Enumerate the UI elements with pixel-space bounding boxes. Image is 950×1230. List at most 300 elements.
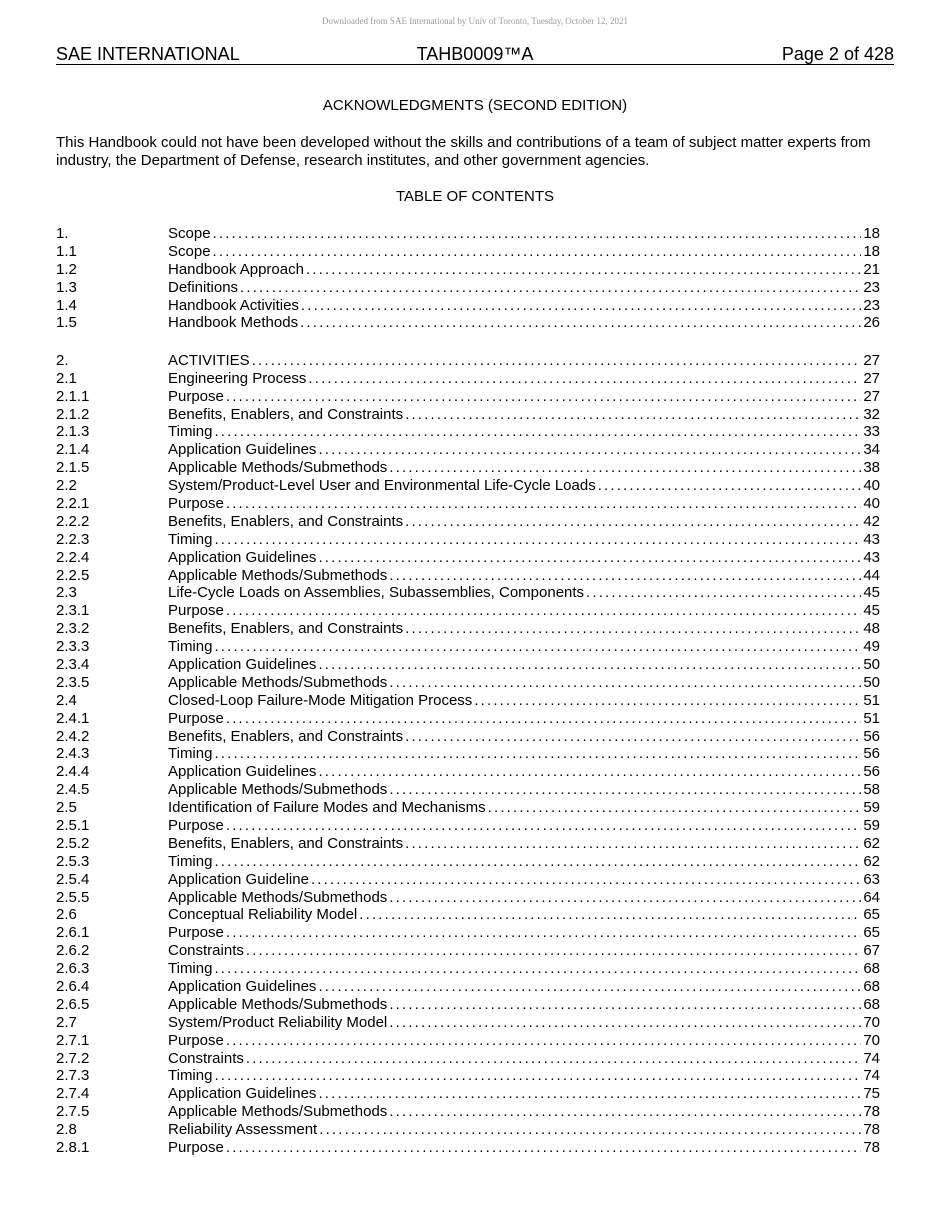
toc-entry-page: 75	[863, 1085, 880, 1103]
toc-entry-number: 1.	[56, 225, 69, 242]
toc-entry-number: 2.2.4	[56, 548, 90, 566]
toc-entry-page: 59	[863, 799, 880, 817]
header-document-id: TAHB0009™A	[416, 44, 534, 64]
toc-entry-page: 44	[863, 566, 880, 584]
toc-entry-number: 2.1.2	[56, 405, 90, 423]
toc-entry-number: 2.2.1	[56, 494, 90, 512]
toc-entry[interactable]	[56, 656, 880, 674]
toc-entry-line	[168, 1050, 880, 1068]
toc-entry-line	[168, 799, 880, 817]
toc-entry-line	[168, 853, 880, 871]
toc-entry-number: 2.3.5	[56, 673, 90, 691]
toc-dot-leader	[214, 853, 861, 871]
toc-entry-page: 26	[863, 314, 880, 332]
toc-entry-page: 65	[863, 906, 880, 924]
toc-entry-line	[168, 889, 880, 907]
toc-entry-page: 18	[863, 225, 880, 242]
toc-dot-leader	[226, 924, 861, 942]
toc-entry-line	[168, 996, 880, 1014]
toc-entry-title: Application Guidelines	[168, 548, 317, 566]
toc-entry-page: 78	[863, 1121, 880, 1139]
toc-entry[interactable]	[56, 406, 880, 424]
toc-entry-number: 2.7.4	[56, 1085, 90, 1103]
toc-entry-number: 2.6.4	[56, 978, 90, 996]
toc-entry[interactable]	[56, 423, 880, 441]
toc-entry-line	[168, 656, 880, 674]
toc-entry-title: Application Guidelines	[168, 978, 317, 996]
toc-dot-leader	[214, 1067, 861, 1085]
toc-entry-number: 2.4.2	[56, 727, 90, 745]
toc-entry-line	[168, 674, 880, 692]
toc-entry-title: Applicable Methods/Submethods	[168, 1103, 388, 1121]
toc-entry-line	[168, 370, 880, 388]
toc-dot-leader	[318, 978, 861, 996]
toc-entry[interactable]	[56, 495, 880, 513]
toc-entry[interactable]	[56, 1103, 880, 1121]
toc-entry-page: 51	[863, 709, 880, 727]
toc-entry-line	[168, 549, 880, 567]
toc-dot-leader	[214, 638, 861, 656]
toc-entry-title: Engineering Process	[168, 369, 307, 387]
toc-entry[interactable]	[56, 763, 880, 781]
toc-entry-line	[168, 261, 880, 279]
toc-entry-number: 2.7.5	[56, 1103, 90, 1121]
toc-entry-page: 23	[863, 278, 880, 296]
toc-entry-line	[168, 423, 880, 441]
toc-entry-number: 2.4.5	[56, 781, 90, 799]
toc-entry[interactable]	[56, 942, 880, 960]
toc-entry-number: 2.3	[56, 584, 77, 602]
toc-entry-line	[168, 620, 880, 638]
toc-entry[interactable]	[56, 728, 880, 746]
toc-entry-title: Constraints	[168, 1049, 244, 1067]
toc-dot-leader	[301, 297, 861, 315]
toc-entry-line	[168, 314, 880, 332]
toc-entry-title: Benefits, Enablers, and Constraints	[168, 727, 404, 745]
toc-entry-title: Purpose	[168, 709, 224, 727]
toc-entry-page: 32	[863, 405, 880, 423]
toc-entry-page: 50	[863, 673, 880, 691]
toc-entry-title: Application Guidelines	[168, 1085, 317, 1103]
toc-entry[interactable]	[56, 889, 880, 907]
toc-entry-page: 74	[863, 1067, 880, 1085]
toc-entry-title: Identification of Failure Modes and Mechanisms	[168, 799, 486, 817]
toc-entry[interactable]	[56, 531, 880, 549]
toc-entry-line	[168, 817, 880, 835]
toc-entry-title: Purpose	[168, 1139, 224, 1157]
toc-dot-leader	[226, 1139, 861, 1157]
toc-entry-title: System/Product-Level User and Environmental Life-Cycle Loads	[168, 477, 596, 495]
toc-dot-leader	[311, 871, 861, 889]
toc-entry-page: 78	[863, 1139, 880, 1157]
toc-entry-title: Handbook Approach	[168, 260, 304, 278]
toc-dot-leader	[318, 549, 861, 567]
toc-entry-number: 2.8.1	[56, 1139, 90, 1157]
page-header	[56, 44, 894, 65]
toc-entry-number: 2.3.4	[56, 655, 90, 673]
toc-entry-number: 1.3	[56, 278, 77, 296]
toc-entry-page: 70	[863, 1031, 880, 1049]
toc-entry-number: 2.1	[56, 369, 77, 387]
toc-entry[interactable]	[56, 314, 880, 332]
toc-dot-leader	[213, 243, 862, 261]
toc-entry[interactable]	[56, 853, 880, 871]
toc-entry-title: Conceptual Reliability Model	[168, 906, 358, 924]
toc-entry-page: 56	[863, 745, 880, 763]
toc-entry-number: 2.7	[56, 1013, 77, 1031]
toc-entry-number: 1.2	[56, 260, 77, 278]
toc-entry-line	[168, 406, 880, 424]
toc-entry[interactable]	[56, 1032, 880, 1050]
toc-entry[interactable]	[56, 871, 880, 889]
toc-entry-title: Applicable Methods/Submethods	[168, 459, 388, 477]
toc-dot-leader	[389, 1103, 861, 1121]
toc-entry-title: Timing	[168, 960, 213, 978]
toc-entry-line	[168, 638, 880, 656]
table-of-contents	[56, 225, 880, 1157]
toc-entry-page: 58	[863, 781, 880, 799]
toc-entry[interactable]	[56, 1085, 880, 1103]
toc-entry-title: Applicable Methods/Submethods	[168, 888, 388, 906]
toc-entry-line	[168, 243, 880, 261]
toc-entry-title: Timing	[168, 423, 213, 441]
toc-entry-number: 2.6.3	[56, 960, 90, 978]
toc-entry-title: System/Product Reliability Model	[168, 1013, 388, 1031]
toc-dot-leader	[246, 942, 861, 960]
toc-entry[interactable]	[56, 459, 880, 477]
toc-entry-page: 21	[863, 260, 880, 278]
toc-entry-line	[168, 745, 880, 763]
toc-entry-line	[168, 978, 880, 996]
toc-dot-leader	[226, 1032, 861, 1050]
toc-entry-title: Constraints	[168, 942, 244, 960]
toc-entry[interactable]	[56, 674, 880, 692]
toc-entry[interactable]	[56, 781, 880, 799]
toc-entry-line	[168, 279, 880, 297]
header-organization: SAE INTERNATIONAL	[56, 44, 240, 64]
toc-dot-leader	[226, 817, 861, 835]
toc-entry[interactable]	[56, 799, 880, 817]
toc-entry-title: Timing	[168, 745, 213, 763]
toc-entry[interactable]	[56, 1050, 880, 1068]
toc-entry-title: Application Guidelines	[168, 441, 317, 459]
toc-dot-leader	[214, 745, 861, 763]
toc-entry[interactable]	[56, 549, 880, 567]
toc-dot-leader	[214, 531, 861, 549]
toc-entry-line	[168, 352, 880, 370]
toc-dot-leader	[405, 620, 861, 638]
toc-entry-title: Handbook Methods	[168, 314, 299, 332]
toc-entry-number: 2.6.2	[56, 942, 90, 960]
toc-entry-number: 2.2.3	[56, 530, 90, 548]
toc-entry-line	[168, 763, 880, 781]
toc-entry-title: Application Guidelines	[168, 655, 317, 673]
toc-entry-page: 33	[863, 423, 880, 441]
toc-entry-page: 38	[863, 459, 880, 477]
toc-entry-line	[168, 584, 880, 602]
toc-entry-title: Benefits, Enablers, and Constraints	[168, 620, 404, 638]
toc-entry-page: 27	[863, 369, 880, 387]
toc-dot-leader	[306, 261, 861, 279]
toc-entry-page: 23	[863, 296, 880, 314]
toc-entry-title: Reliability Assessment	[168, 1121, 318, 1139]
toc-entry-line	[168, 297, 880, 315]
toc-entry-title: Purpose	[168, 924, 224, 942]
toc-entry[interactable]	[56, 978, 880, 996]
toc-entry-page: 43	[863, 548, 880, 566]
toc-dot-leader	[226, 602, 861, 620]
toc-entry-page: 62	[863, 852, 880, 870]
toc-entry-title: Benefits, Enablers, and Constraints	[168, 512, 404, 530]
toc-entry-title: Applicable Methods/Submethods	[168, 781, 388, 799]
toc-entry-line	[168, 495, 880, 513]
toc-entry-line	[168, 225, 880, 243]
toc-entry-number: 2.4	[56, 691, 77, 709]
acknowledgments-body: This Handbook could not have been developed without the skills and contributions of a team of subject matter experts from industry, the Department of Defense, research institutes, and other government agencies.	[56, 134, 871, 169]
toc-entry[interactable]	[56, 477, 880, 495]
toc-entry-number: 2.3.2	[56, 620, 90, 638]
toc-title: TABLE OF CONTENTS	[395, 188, 555, 205]
toc-entry-number: 2.3.1	[56, 602, 90, 620]
toc-entry[interactable]	[56, 602, 880, 620]
toc-entry-number: 2.1.1	[56, 387, 90, 405]
toc-dot-leader	[214, 960, 861, 978]
toc-entry[interactable]	[56, 960, 880, 978]
toc-entry-line	[168, 1014, 880, 1032]
toc-entry-page: 56	[863, 727, 880, 745]
toc-entry-page: 43	[863, 530, 880, 548]
toc-entry[interactable]	[56, 817, 880, 835]
toc-dot-leader	[246, 1050, 861, 1068]
toc-entry-line	[168, 692, 880, 710]
toc-entry-title: Purpose	[168, 817, 224, 834]
toc-entry-line	[168, 906, 880, 924]
toc-entry-title: Life-Cycle Loads on Assemblies, Subassemblies, Components	[168, 584, 585, 602]
toc-entry-line	[168, 477, 880, 495]
toc-entry-title: Application Guidelines	[168, 763, 317, 781]
toc-dot-leader	[389, 889, 861, 907]
toc-entry-page: 49	[863, 638, 880, 656]
toc-entry-title: Definitions	[168, 278, 239, 296]
toc-entry-title: Timing	[168, 1067, 213, 1085]
toc-entry-page: 70	[863, 1013, 880, 1031]
toc-dot-leader	[240, 279, 861, 297]
toc-entry[interactable]	[56, 924, 880, 942]
toc-entry-page: 65	[863, 924, 880, 942]
toc-entry[interactable]	[56, 297, 880, 315]
toc-entry-number: 2.1.5	[56, 459, 90, 477]
toc-dot-leader	[319, 1121, 861, 1139]
toc-dot-leader	[405, 513, 861, 531]
toc-entry-line	[168, 835, 880, 853]
toc-entry-title: Timing	[168, 638, 213, 656]
toc-entry-number: 1.4	[56, 296, 77, 314]
toc-entry[interactable]	[56, 352, 880, 370]
toc-entry-page: 27	[863, 351, 880, 369]
toc-entry-line	[168, 1067, 880, 1085]
toc-entry[interactable]	[56, 638, 880, 656]
toc-entry-number: 2.7.1	[56, 1031, 90, 1049]
toc-entry-line	[168, 1103, 880, 1121]
toc-entry-page: 62	[863, 834, 880, 852]
toc-entry[interactable]	[56, 906, 880, 924]
toc-entry-number: 2.7.2	[56, 1049, 90, 1067]
toc-entry[interactable]	[56, 996, 880, 1014]
toc-entry-title: Applicable Methods/Submethods	[168, 673, 388, 691]
toc-entry-line	[168, 513, 880, 531]
toc-entry-number: 2.6.5	[56, 995, 90, 1013]
toc-dot-leader	[405, 406, 861, 424]
toc-entry-title: Handbook Activities	[168, 296, 299, 314]
toc-entry-page: 67	[863, 942, 880, 960]
toc-dot-leader	[389, 781, 861, 799]
toc-entry[interactable]	[56, 620, 880, 638]
toc-entry-page: 27	[863, 387, 880, 405]
toc-entry-line	[168, 781, 880, 799]
toc-entry[interactable]	[56, 1121, 880, 1139]
toc-entry-title: Timing	[168, 530, 213, 548]
toc-dot-leader	[474, 692, 861, 710]
toc-entry-line	[168, 531, 880, 549]
toc-entry[interactable]	[56, 279, 880, 297]
toc-dot-leader	[359, 906, 861, 924]
toc-entry-number: 2.8	[56, 1121, 77, 1139]
toc-entry[interactable]	[56, 710, 880, 728]
toc-entry-line	[168, 924, 880, 942]
toc-entry-line	[168, 1032, 880, 1050]
toc-entry-number: 2.4.4	[56, 763, 90, 781]
toc-entry-page: 48	[863, 620, 880, 638]
toc-entry-line	[168, 960, 880, 978]
toc-dot-leader	[226, 495, 861, 513]
toc-dot-leader	[389, 674, 861, 692]
toc-entry-number: 2.5.3	[56, 852, 90, 870]
toc-entry-page: 40	[863, 494, 880, 512]
toc-entry-line	[168, 942, 880, 960]
toc-entry[interactable]	[56, 1067, 880, 1085]
toc-entry[interactable]	[56, 692, 880, 710]
toc-entry[interactable]	[56, 1139, 880, 1157]
header-page-number: Page 2 of 428	[781, 44, 894, 64]
toc-entry-number: 2.2.5	[56, 566, 90, 584]
toc-entry-page: 45	[863, 602, 880, 620]
toc-entry-title: Benefits, Enablers, and Constraints	[168, 405, 404, 423]
toc-dot-leader	[226, 710, 861, 728]
toc-entry-page: 63	[863, 870, 880, 888]
toc-dot-leader	[318, 656, 861, 674]
toc-entry-page: 45	[863, 584, 880, 602]
toc-entry[interactable]	[56, 441, 880, 459]
toc-entry-title: Scope	[168, 242, 211, 260]
toc-entry-number: 2.5.5	[56, 888, 90, 906]
toc-entry-number: 2.6.1	[56, 924, 90, 942]
toc-entry-page: 59	[863, 817, 880, 834]
toc-entry-number: 2.3.3	[56, 638, 90, 656]
toc-entry-title: Purpose	[168, 387, 224, 405]
toc-entry[interactable]	[56, 370, 880, 388]
toc-entry-line	[168, 567, 880, 585]
toc-dot-leader	[598, 477, 862, 495]
toc-entry-line	[168, 1085, 880, 1103]
toc-dot-leader	[252, 352, 862, 370]
toc-entry-title: Purpose	[168, 1031, 224, 1049]
toc-dot-leader	[405, 835, 861, 853]
toc-entry-page: 51	[863, 691, 880, 709]
toc-entry-number: 2.5	[56, 799, 77, 817]
toc-dot-leader	[586, 584, 861, 602]
toc-entry-number: 1.1	[56, 242, 77, 260]
toc-entry-line	[168, 710, 880, 728]
toc-entry[interactable]	[56, 513, 880, 531]
toc-entry-title: Timing	[168, 852, 213, 870]
toc-entry[interactable]	[56, 584, 880, 602]
toc-entry[interactable]	[56, 225, 880, 243]
toc-dot-leader	[318, 441, 861, 459]
toc-entry-page: 40	[863, 477, 880, 495]
toc-dot-leader	[389, 459, 861, 477]
toc-entry-line	[168, 871, 880, 889]
toc-entry-page: 56	[863, 763, 880, 781]
toc-dot-leader	[318, 763, 861, 781]
toc-entry-page: 42	[863, 512, 880, 530]
toc-dot-leader	[214, 423, 861, 441]
toc-entry-number: 2.1.3	[56, 423, 90, 441]
toc-entry-page: 34	[863, 441, 880, 459]
toc-entry-title: Applicable Methods/Submethods	[168, 566, 388, 584]
toc-entry-page: 68	[863, 978, 880, 996]
toc-dot-leader	[389, 567, 861, 585]
toc-entry-line	[168, 1121, 880, 1139]
toc-entry-number: 2.4.1	[56, 709, 90, 727]
toc-dot-leader	[389, 996, 861, 1014]
toc-entry[interactable]	[56, 261, 880, 279]
toc-entry-title: ACTIVITIES	[168, 351, 250, 369]
toc-entry[interactable]	[56, 835, 880, 853]
toc-entry-page: 68	[863, 995, 880, 1013]
toc-entry-page: 64	[863, 888, 880, 906]
toc-entry-title: Application Guideline	[168, 870, 309, 888]
toc-entry-number: 2.1.4	[56, 441, 90, 459]
toc-entry-page: 74	[863, 1049, 880, 1067]
toc-entry-title: Scope	[168, 225, 211, 242]
toc-entry-number: 2.5.4	[56, 870, 90, 888]
toc-entry-page: 78	[863, 1103, 880, 1121]
toc-dot-leader	[226, 388, 861, 406]
toc-entry-line	[168, 602, 880, 620]
toc-entry[interactable]	[56, 1014, 880, 1032]
toc-entry[interactable]	[56, 388, 880, 406]
toc-entry-page: 50	[863, 655, 880, 673]
toc-entry[interactable]	[56, 243, 880, 261]
toc-dot-leader	[213, 225, 862, 243]
toc-entry-number: 2.2.2	[56, 512, 90, 530]
toc-entry-page: 68	[863, 960, 880, 978]
acknowledgments-title: ACKNOWLEDGMENTS (SECOND EDITION)	[322, 97, 628, 114]
toc-entry-number: 2.	[56, 351, 69, 369]
toc-dot-leader	[488, 799, 862, 817]
toc-dot-leader	[389, 1014, 861, 1032]
toc-entry-number: 2.5.1	[56, 817, 90, 834]
toc-entry-title: Applicable Methods/Submethods	[168, 995, 388, 1013]
toc-entry-line	[168, 388, 880, 406]
toc-dot-leader	[405, 728, 861, 746]
toc-entry-title: Benefits, Enablers, and Constraints	[168, 834, 404, 852]
toc-dot-leader	[308, 370, 861, 388]
toc-entry[interactable]	[56, 567, 880, 585]
toc-entry[interactable]	[56, 745, 880, 763]
toc-entry-number: 1.5	[56, 314, 77, 332]
toc-entry-page: 18	[863, 242, 880, 260]
